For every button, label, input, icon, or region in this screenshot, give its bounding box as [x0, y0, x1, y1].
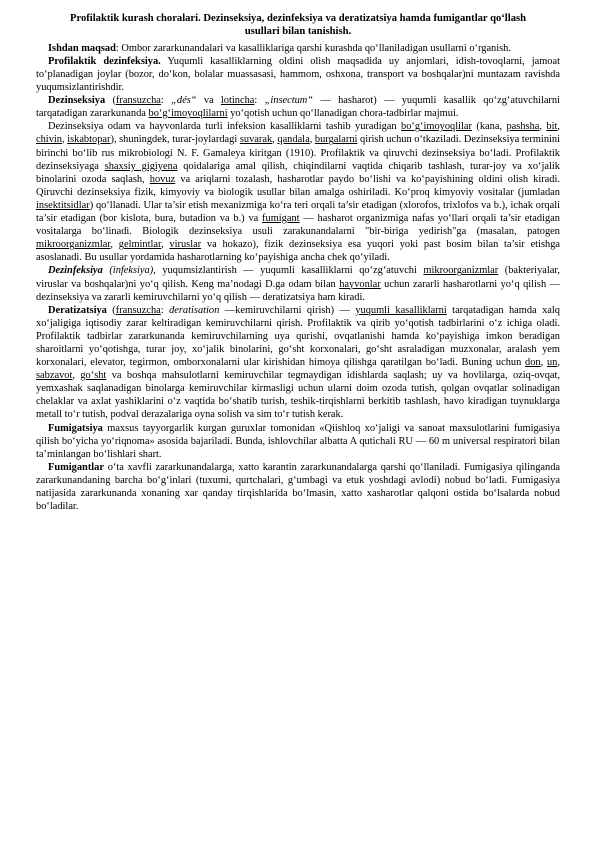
paragraph-text: , — [72, 370, 81, 382]
paragraph-text: : — [254, 95, 265, 107]
paragraph-text: ( — [105, 95, 116, 107]
paragraph-text: maxsus tayyorgarlik kurgan guruxlar tomonidan «Qiishloq xo‘jaligi va sanoat maxsulotlarini fumigasiya qilish bo‘yicha yo‘riqnoma» asosida bajariladi. Bunda, ishlovchilar albatta A qutichali RU — 60 m universal respiratori bilan ta’minlangan bo‘lishlari shart. — [36, 422, 560, 460]
link-gosht[interactable]: go‘sht — [80, 370, 107, 382]
paragraph-text: (bakteriyalar, viruslar va boshqalar)ni yo‘q qilish. Keng ma’nodagi D.ga odam bilan — [36, 265, 561, 290]
paragraph-text: — hasharot organizmiga nafas yo‘llari orqali ta’sir etadigan vositalarga bo‘linadi. Biologik dezinseksiya usuli zarakunandalarni "bir-biriga yedirish"ga (masalan, patogen — [36, 213, 560, 238]
link-don[interactable]: don — [525, 357, 541, 369]
paragraph-dezinseksiya-details — [36, 120, 560, 264]
link-gelmintlar[interactable]: gelmintlar — [118, 239, 162, 251]
link-mikroorganizmlar[interactable]: mikroorganizmlar — [36, 239, 111, 251]
paragraph-dezinfeksiya — [36, 264, 560, 303]
paragraph-text: : — [160, 95, 172, 107]
paragraph-text: o‘ta xavfli zararkunandalarga, xatto karantin zararkunandalarga qarshi qo‘llaniladi. Fumigasiya qilinganda zararkunandaning barcha bo‘g‘inlari (tuxumi, qurtchalari, g‘umbagi va etuk yoshdagi avlodi) nobud bo‘ladi. Fumigasiya natijasida zararkunanda xonaning xar qanday tirqishlarida bo‘lmasin, xatto xasharotlar qalqoni ostida bo‘lsalarda nobud bo‘ladilar. — [36, 461, 560, 513]
paragraph-text: : — [160, 304, 170, 316]
link-fransuzcha[interactable]: fransuzcha — [115, 304, 161, 316]
paragraph-text: , — [557, 357, 560, 369]
paragraph-text: va — [196, 95, 221, 107]
link-burgalarni[interactable]: burgalarni — [314, 134, 358, 146]
term-label: Fumigatsiya — [48, 422, 103, 434]
paragraph-profilaktik-dezinfeksiya — [36, 55, 560, 94]
paragraph-dezinseksiya-definition — [36, 94, 560, 120]
link-qandala[interactable]: qandala — [277, 134, 310, 146]
link-mikroorganizmlar[interactable]: mikroorganizmlar — [423, 265, 499, 277]
link-viruslar[interactable]: viruslar — [169, 239, 202, 251]
paragraph-text: , — [110, 239, 119, 251]
paragraph-text: qoidalariga amal qilish, chiqindilarni vaqtida chiqarib tashlash, turar-joy va xo‘jalik binolarini ozoda saqlash, — [36, 160, 560, 185]
link-fransuzcha[interactable]: fransuzcha — [115, 95, 161, 107]
paragraph-text: : Ombor zararkunandalari va kasalliklariga qarshi kurashda qo‘llaniladigan usullarni o‘rganish. — [115, 42, 511, 54]
italic-term: deratisation — [169, 304, 220, 316]
paragraph-text: , — [161, 239, 170, 251]
link-bogimoyoqlilar[interactable]: bo‘g‘imoyoqlilar — [401, 121, 472, 133]
paragraph-text: , — [309, 134, 315, 146]
term-label: Deratizatsiya — [48, 304, 107, 316]
link-shaxsiy-gigiyena[interactable]: shaxsiy gigiyena — [104, 160, 178, 172]
link-suvarak[interactable]: suvarak — [239, 134, 273, 146]
paragraph-text: , — [539, 121, 547, 133]
italic-term: „dés“ — [171, 95, 197, 107]
paragraph-fumigatsiya — [36, 422, 560, 461]
paragraph-text: ) qo‘llanadi. Ular ta’sir etish mexanizmiga ko‘ra teri orqali ta’sir etadigan (xlorofos, trixlofos va b.), ichak orqali ta’sir etadigan (bor kislota, bura, butadion va b.) va — [36, 199, 560, 225]
italic-term: (infeksiya), — [102, 265, 156, 277]
paragraph-fumigantlar — [36, 461, 560, 513]
link-lotincha[interactable]: lotincha — [220, 95, 255, 107]
link-pashsha[interactable]: pashsha — [506, 121, 540, 133]
paragraph-text: qirish uchun o‘tkaziladi. Dezinseksiya terminini birinchi bo‘lib rus mikrobiologi N. F. Gamaleya kiritgan (1910). Profilaktik va qiruvchi dezinseksiya bo‘ladi. Profilaktik dezinseksiyaga — [36, 134, 560, 172]
term-label: Dezinseksiya — [48, 95, 106, 107]
link-bit[interactable]: bit — [546, 121, 558, 133]
paragraph-text: yuqumsizlantirish — yuqumli kasalliklarni qo‘zg‘atuvchi — [155, 265, 424, 277]
paragraph-text: Yuqumli kasalliklarning oldini olish maqsadida uy anjomlari, idish-tovoqlarni, jamoat to‘planadigan joylar (bozor, do‘kon, bolalar muassasasi, hammom, oshxona, transport va boshqalar)ni muntazam ravishda yuqumsizlantirishdir. — [36, 55, 561, 94]
link-yuqumli-kasalliklarni[interactable]: yuqumli kasalliklarni — [355, 304, 447, 316]
document-body — [36, 12, 560, 513]
link-chivin[interactable]: chivin — [36, 134, 62, 146]
paragraph-text: , — [540, 357, 547, 369]
page-title: Profilaktik kurash choralari. Dezinseksiya, dezinfeksiya va deratizatsiya hamda fumigantlar qo‘llash usullari bilan tanishish. — [69, 13, 527, 38]
paragraph-text: yo‘qotish uchun qo‘llanadigan chora-tadbirlar majmui. — [227, 108, 459, 120]
term-label: Fumigantlar — [48, 461, 104, 473]
paragraph-text: — hasharot) — yuqumli kasallik qo‘zg‘atuvchilarni tarqatadigan zararkunanda — [36, 95, 560, 120]
paragraph-deratizatsiya — [36, 304, 560, 422]
paragraph-text: tarqatadigan hamda xalq xo‘jaligiga iqtisodiy zarar keltiradigan kemiruvchilarni qirish. Profilaktik va qirib yo‘qotish tadbirlarini o‘z ichiga oladi. Profilaktik tadbirlar zararkunanda kemiruvchilarning uya qurishi, ovqatlanishi hamda ko‘payishiga imkon beradigan sharoitlarni yo‘qotishga, turar joy, xo‘jalik binolarini, go‘sht korxonalari, go‘sht asraladigan muzxonalar, aralash yem korxonalari, elevator, tegirmon, omborxonalarni ular kirishidan himoya qilishga qaratilgan bo‘ladi. Buning uchun — [36, 304, 560, 369]
link-sabzavot[interactable]: sabzavot — [36, 370, 73, 382]
link-hovuz[interactable]: hovuz — [149, 173, 176, 185]
paragraph-text: uchun zararli hasharotlarni yo‘q qilish — dezinseksiya va zararli kemiruvchilarni yo‘q qilish — deratizatsiya ham kiradi. — [36, 278, 560, 303]
paragraph-text: va boshqa mahsulotlarni kemiruvchilar tegmaydigan idishlarda saqlash; uy va hovlilarga, oziq-ovqat, yemxashak saqlanadigan binolarga kemiruvchilar kirmasligi uchun ularni doim ozoda tutish, qolgan ovqatlar solinadigan chelaklar va axlat yashiklarini o‘z vaqtida bo‘shatib turish, teshik-tirqishlarni berkitib tashlash, havo kiradigan tuynuklarga metall to‘r tutish, podval derazalariga oyna solish va sim to‘r tutish kerak. — [36, 370, 560, 421]
term-label: Profilaktik dezinfeksiya. — [48, 55, 161, 67]
paragraph-text: Dezinseksiya odam va hayvonlarda turli infeksion kasalliklarni tashib yuradigan — [48, 121, 401, 133]
term-label: Ishdan maqsad — [48, 42, 116, 54]
link-bogimoyoqlilarni[interactable]: bo‘g‘imoyoqlilarni — [148, 108, 228, 120]
paragraph-text: —kemiruvchilarni qirish) — — [219, 304, 356, 316]
link-fumigant[interactable]: fumigant — [262, 213, 300, 225]
paragraph-text: , — [557, 121, 560, 133]
link-iskabtopar[interactable]: iskabtopar — [67, 134, 111, 146]
italic-term: „insectum“ — [264, 95, 314, 107]
paragraph-text: va hokazo), fizik dezinseksiya esa yuqori yoki past bosim bilan ta’sir etishga asoslanadi. Bu usullar yordamida hasharotlarning ko‘payishiga ancha chek qo‘yiladi. — [36, 239, 560, 264]
paragraph-text: (kana, — [472, 121, 507, 133]
paragraph-text: , — [272, 134, 278, 146]
paragraph-text: ), shuningdek, turar-joylardagi — [110, 134, 240, 146]
link-insektitsidlar[interactable]: insektitsidlar — [36, 199, 90, 211]
term-label: Dezinfeksiya — [48, 265, 103, 277]
link-un[interactable]: un — [546, 357, 558, 369]
paragraph-ishdan-maqsad — [36, 42, 560, 55]
paragraph-text: ( — [106, 304, 116, 316]
paragraph-text: va ariqlarni tozalash, hasharotlar paydo bo‘lishi va ko‘payishining oldini olish kiradi. Qiruvchi dezinseksiya fizik, kimyoviy va biologik usullar bilan amalga oshiriladi. Ko‘proq kimyoviy vositalar (jumladan — [36, 173, 560, 198]
link-hayvonlar[interactable]: hayvonlar — [339, 278, 381, 290]
paragraph-text: , — [61, 134, 68, 146]
